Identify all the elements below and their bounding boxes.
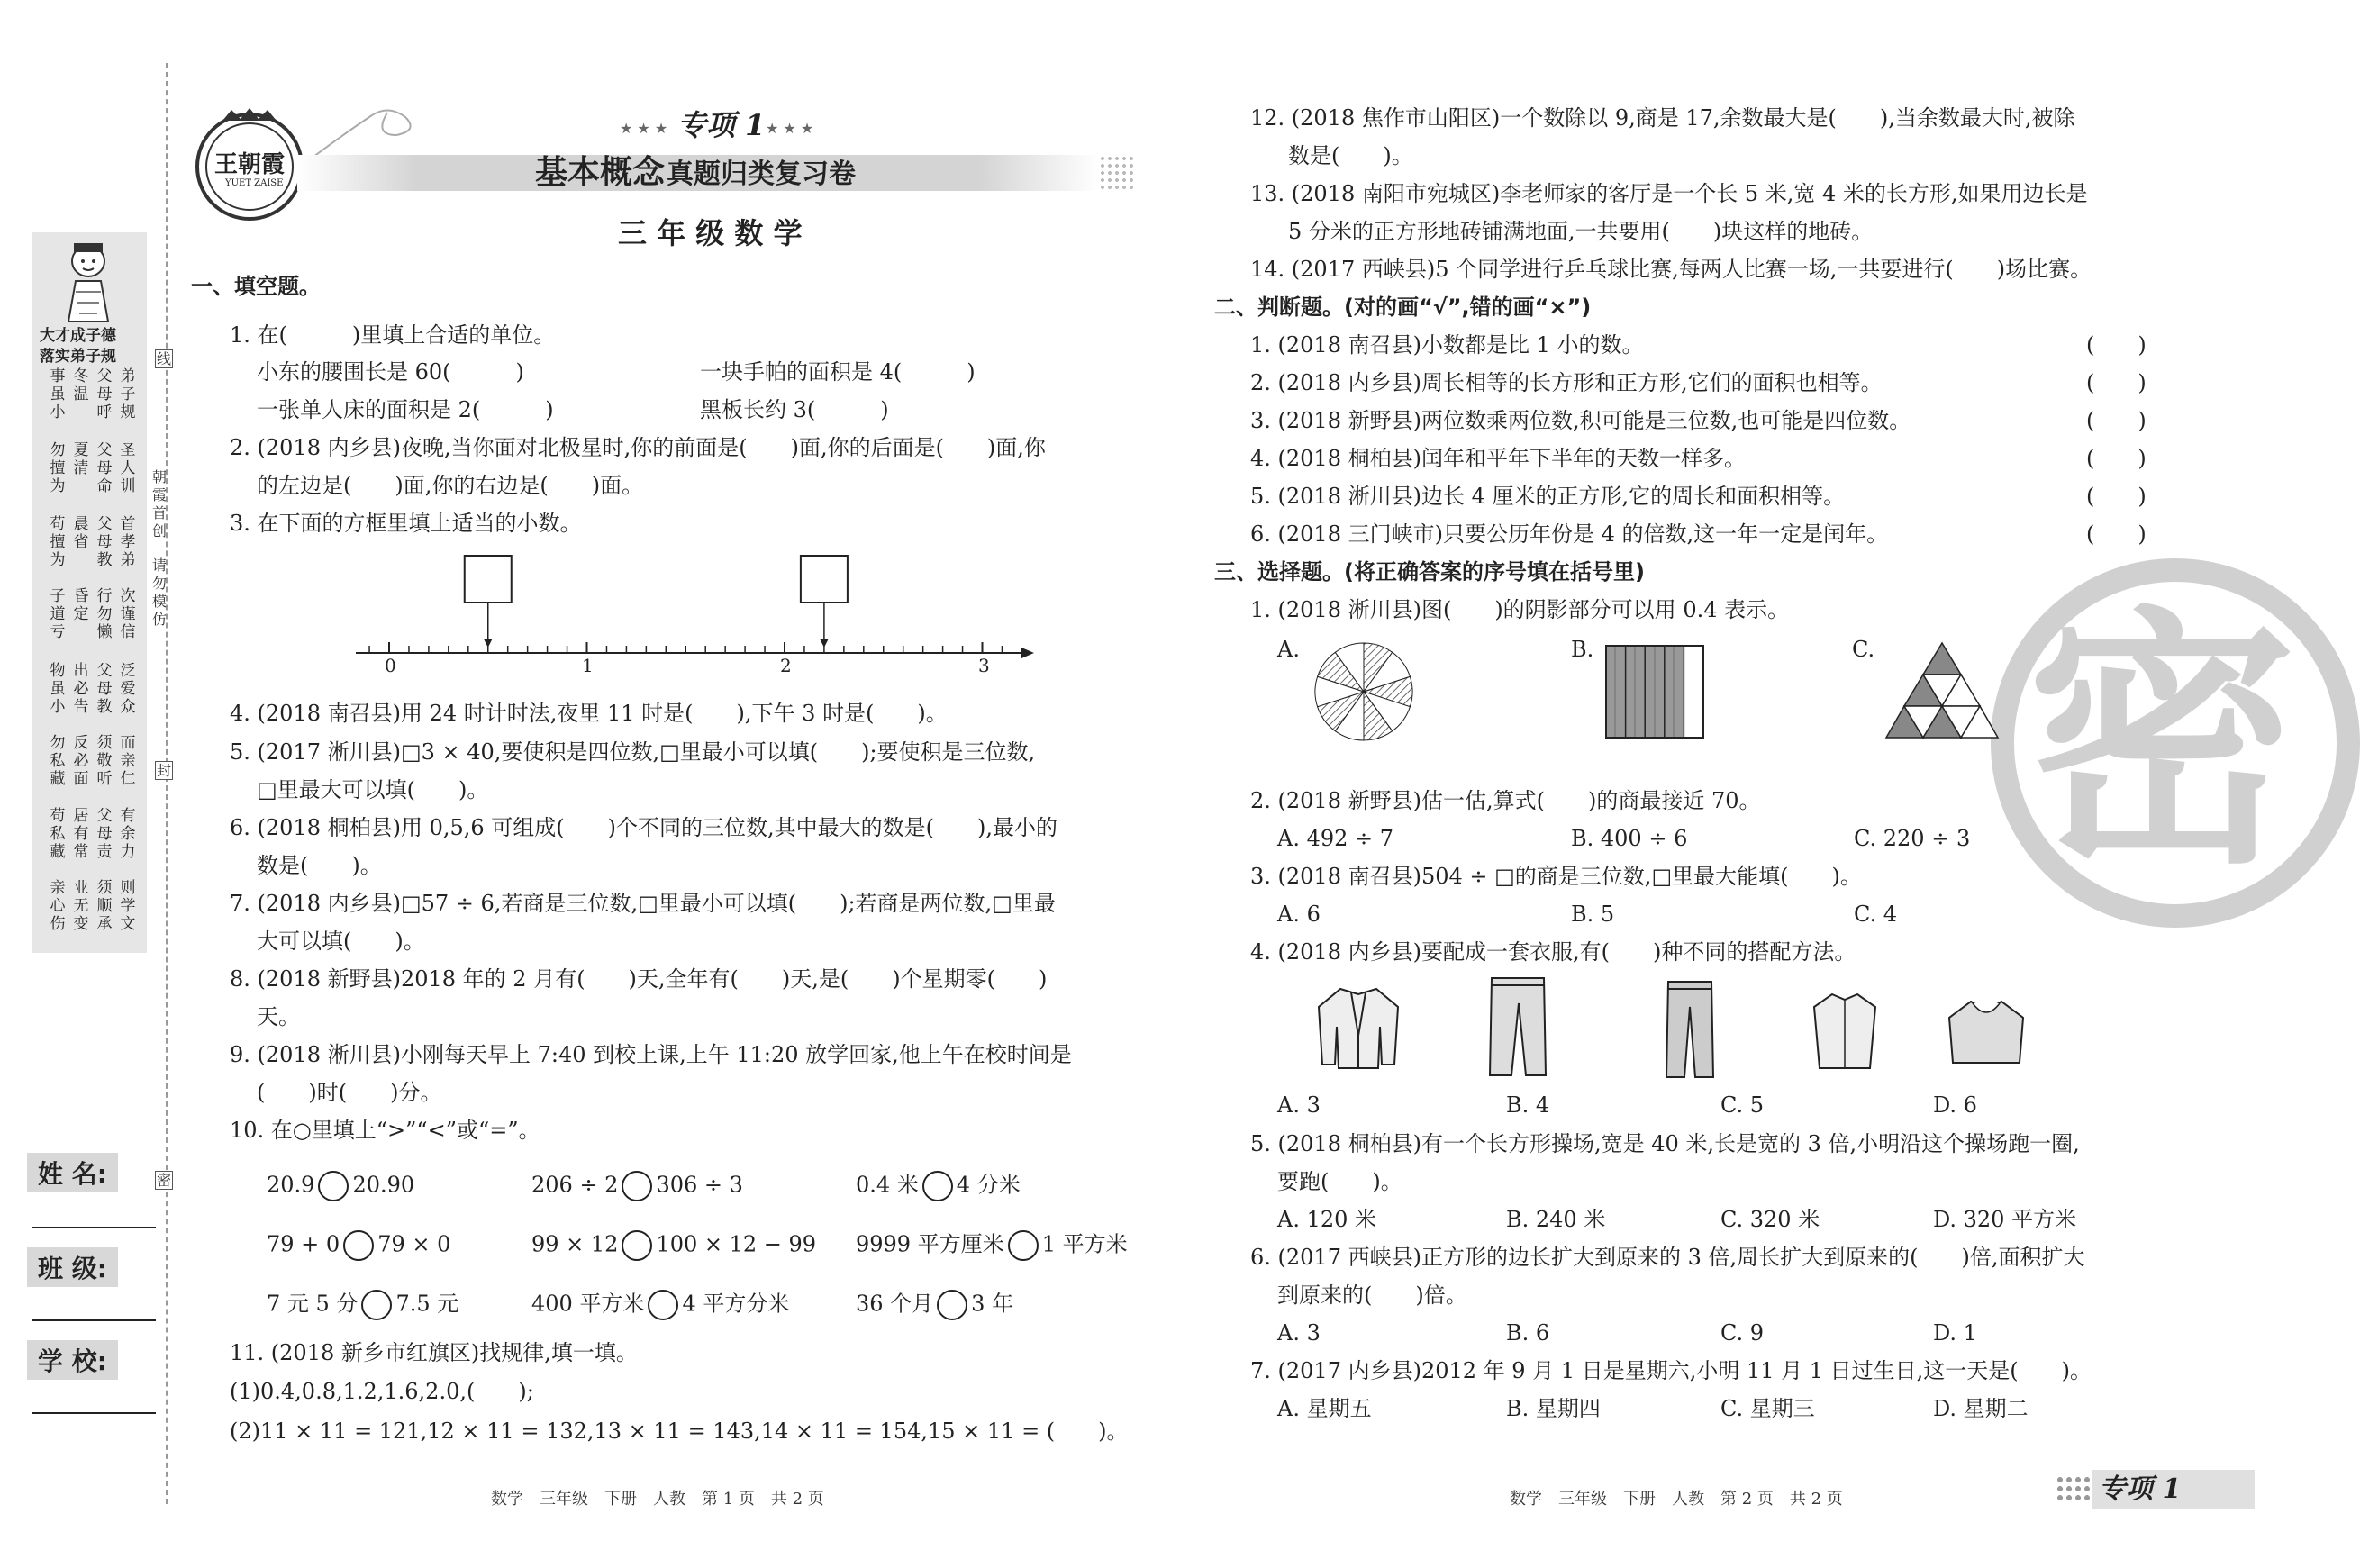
judge-answer[interactable]: ( ): [2086, 521, 2147, 547]
brand-note-1: 朝: [151, 468, 167, 485]
compare-circle[interactable]: [318, 1171, 349, 1201]
q3: 3. 在下面的方框里填上适当的小数。: [230, 511, 582, 536]
motto-col: 物虽小: [50, 662, 66, 716]
corner-dots: [2056, 1475, 2092, 1502]
bar-figure-icon: [1605, 645, 1704, 739]
cmp-left: 9999 平方厘米: [856, 1231, 1004, 1257]
motto-col: 须顺承: [96, 879, 113, 933]
cmp-right: 3 年: [971, 1291, 1014, 1317]
watermark-seal: [1991, 558, 2297, 937]
c5a: 5. (2018 桐柏县)有一个长方形操场,宽是 40 米,长是宽的 3 倍,小明沿这个操场跑一圈,: [1250, 1131, 2080, 1156]
c3: 3. (2018 南召县)504 ÷ □的商是三位数,□里最大能填( )。: [1250, 864, 1862, 889]
motto-col: 子道亏: [50, 587, 66, 641]
arrow-right-icon: [1021, 648, 1034, 658]
motto-col: 弟子规: [120, 367, 136, 421]
brand-note-2: 霞: [151, 486, 167, 503]
q1c: 一张单人床的面积是 2( ): [257, 397, 554, 422]
cmp-right: 7.5 元: [395, 1291, 459, 1317]
cmp-right: 4 平方分米: [682, 1291, 790, 1317]
cmp-left: 20.9: [267, 1172, 315, 1198]
judge-item: 6. (2018 三门峡市)只要公历年份是 4 的倍数,这一年一定是闰年。: [1250, 521, 1889, 547]
q2a: 2. (2018 内乡县)夜晚,当你面对北极星时,你的前面是( )面,你的后面是( )面,你: [230, 435, 1046, 460]
logo-text: 王朝霞: [214, 151, 286, 178]
cmp-right: 306 ÷ 3: [656, 1172, 743, 1198]
c2-opt-a[interactable]: A. 492 ÷ 7: [1277, 826, 1394, 851]
q10: 10. 在○里填上“>”“<”或“=”。: [230, 1118, 540, 1143]
class-field[interactable]: [32, 1319, 156, 1321]
pants-icon: [1486, 976, 1549, 1077]
c4-opt-d[interactable]: D. 6: [1933, 1092, 1977, 1118]
footer-right: 数学 三年级 下册 人教 第 2 页 共 2 页: [1510, 1490, 1843, 1509]
judge-item: 4. (2018 桐柏县)闰年和平年下半年的天数一样多。: [1250, 446, 1746, 471]
title-band-dots: [1099, 155, 1135, 191]
cmp-item: [856, 1290, 1013, 1320]
c5-opt-b[interactable]: B. 240 米: [1506, 1207, 1606, 1232]
motto-col: 冬温: [73, 367, 89, 403]
cmp-item: [856, 1230, 1128, 1261]
tick-label-0: 0: [385, 655, 396, 676]
c7: 7. (2017 内乡县)2012 年 9 月 1 日是星期六,小明 11 月 1 日过生日,这一天是( )。: [1250, 1358, 2092, 1383]
motto-col: 则学文: [120, 879, 136, 933]
compare-circle[interactable]: [343, 1230, 374, 1261]
c5-opt-c[interactable]: C. 320 米: [1720, 1207, 1820, 1232]
judge-answer[interactable]: ( ): [2086, 408, 2147, 433]
c2: 2. (2018 新野县)估一估,算式( )的商最接近 70。: [1250, 788, 1761, 813]
section-fill-blank: 一、填空题。: [191, 274, 321, 299]
motto-col: 晨省: [73, 515, 89, 551]
c4-opt-a[interactable]: A. 3: [1277, 1092, 1321, 1118]
cmp-right: 79 × 0: [377, 1231, 451, 1257]
motto-col: 苟私藏: [50, 807, 66, 861]
compare-circle[interactable]: [648, 1290, 678, 1320]
compare-circle[interactable]: [1008, 1230, 1039, 1261]
motto-col: 行勿懒: [96, 587, 113, 641]
c4-opt-b[interactable]: B. 4: [1506, 1092, 1550, 1118]
section-choice: 三、选择题。(将正确答案的序号填在括号里): [1214, 559, 1645, 585]
binding-dashed-line: [166, 63, 168, 1504]
c6-opt-b[interactable]: B. 6: [1506, 1320, 1550, 1346]
c3-opt-a[interactable]: A. 6: [1277, 902, 1321, 927]
judge-answer[interactable]: ( ): [2086, 446, 2147, 471]
q4: 4. (2018 南召县)用 24 时计时法,夜里 11 时是( ),下午 3 时是( )。: [230, 701, 948, 726]
judge-item: 5. (2018 淅川县)边长 4 厘米的正方形,它的周长和面积相等。: [1250, 484, 1846, 509]
c3-opt-c[interactable]: C. 4: [1854, 902, 1898, 927]
tick-label-3: 3: [978, 655, 990, 676]
motto-col: 父母呼: [96, 367, 113, 421]
motto-col: 勿私藏: [50, 734, 66, 788]
motto-col: 业无变: [73, 879, 89, 933]
q1b: 一块手帕的面积是 4( ): [700, 359, 976, 385]
motto-col: 夏清: [73, 441, 89, 477]
c6-opt-c[interactable]: C. 9: [1720, 1320, 1765, 1346]
sidebar-motto-1: 大才成子德: [40, 327, 116, 345]
motto-col: 反必面: [73, 734, 89, 788]
copy-note-3: 模: [151, 593, 167, 610]
motto-col: 须敬听: [96, 734, 113, 788]
judge-item: 3. (2018 新野县)两位数乘两位数,积可能是三位数,也可能是四位数。: [1250, 408, 1911, 433]
cmp-item: [267, 1290, 458, 1320]
q13a: 13. (2018 南阳市宛城区)李老师家的客厅是一个长 5 米,宽 4 米的长方形,如果用边长是: [1250, 181, 2088, 206]
sidebar-motto-2: 落实弟子规: [40, 348, 116, 366]
motto-col: 苟擅为: [50, 515, 66, 569]
c6b: 到原来的( )倍。: [1277, 1282, 1467, 1308]
q8b: 天。: [257, 1004, 300, 1029]
q11b: (2)11 × 11 = 121,12 × 11 = 132,13 × 11 = 143,14 × 11 = 154,15 × 11 = ( )。: [230, 1418, 1129, 1444]
q9b: ( )时( )分。: [257, 1080, 442, 1105]
compare-circle[interactable]: [361, 1290, 392, 1320]
judge-answer[interactable]: ( ): [2086, 484, 2147, 509]
q2b: 的左边是( )面,你的右边是( )面。: [257, 473, 644, 498]
motto-col: 父母教: [96, 662, 113, 716]
cmp-item: [531, 1230, 816, 1261]
c5-opt-d[interactable]: D. 320 平方米: [1933, 1207, 2077, 1232]
motto-col: 亲心伤: [50, 879, 66, 933]
q5b: □里最大可以填( )。: [257, 777, 489, 802]
q11a: (1)0.4,0.8,1.2,1.6,2.0,( );: [230, 1379, 534, 1404]
c1-opt-c[interactable]: C.: [1852, 637, 1875, 662]
motto-col: 圣人训: [120, 441, 136, 495]
q11: 11. (2018 新乡市红旗区)找规律,填一填。: [230, 1340, 638, 1365]
q7b: 大可以填( )。: [257, 929, 425, 954]
q12a: 12. (2018 焦作市山阳区)一个数除以 9,商是 17,余数最大是( ),当余数最大时,被除: [1250, 105, 2075, 131]
c3-opt-b[interactable]: B. 5: [1571, 902, 1615, 927]
cmp-right: 1 平方米: [1041, 1231, 1128, 1257]
q5a: 5. (2017 淅川县)□3 × 40,要使积是四位数,□里最小可以填( );要使积是三位数,: [230, 739, 1036, 765]
cmp-left: 206 ÷ 2: [531, 1172, 619, 1198]
q6a: 6. (2018 桐柏县)用 0,5,6 可组成( )个不同的三位数,其中最大的数是( ),最小的: [230, 815, 1057, 840]
c5-opt-a[interactable]: A. 120 米: [1277, 1207, 1377, 1232]
triangle-figure-icon: [1884, 641, 2000, 742]
q1a: 小东的腰围长是 60( ): [257, 359, 524, 385]
answer-box[interactable]: [801, 556, 848, 603]
motto-col: 父母责: [96, 807, 113, 861]
motto-col: 父母命: [96, 441, 113, 495]
school-field[interactable]: [32, 1412, 156, 1414]
motto-col: 昏定: [73, 587, 89, 623]
cmp-item: [267, 1230, 450, 1261]
c7-opt-c[interactable]: C. 星期三: [1720, 1396, 1815, 1421]
motto-col: 次谨信: [120, 587, 136, 641]
motto-col: 而亲仁: [120, 734, 136, 788]
cmp-right: 4 分米: [956, 1172, 1021, 1198]
motto-col: 勿擅为: [50, 441, 66, 495]
c7-opt-d[interactable]: D. 星期二: [1933, 1396, 2029, 1421]
judge-item: 1. (2018 南召县)小数都是比 1 小的数。: [1250, 332, 1644, 358]
page-title-bold: 基本概念: [535, 154, 666, 191]
c2-opt-b[interactable]: B. 400 ÷ 6: [1571, 826, 1688, 851]
q7a: 7. (2018 内乡县)□57 ÷ 6,若商是三位数,□里最小可以填( );若商是两位数,□里最: [230, 891, 1056, 916]
cmp-item: [856, 1171, 1021, 1201]
pie-figure-icon: [1313, 641, 1414, 742]
number-line: [351, 554, 1036, 680]
judge-item: 2. (2018 内乡县)周长相等的长方形和正方形,它们的面积也相等。: [1250, 370, 1883, 395]
trousers-icon: [1665, 980, 1715, 1079]
q1: 1. 在( )里填上合适的单位。: [230, 322, 556, 348]
cmp-left: 0.4 米: [856, 1172, 919, 1198]
seal-mark-xian: 线: [156, 350, 171, 367]
motto-col: 事虽小: [50, 367, 66, 421]
motto-col: 首孝弟: [120, 515, 136, 569]
c7-opt-a[interactable]: A. 星期五: [1277, 1396, 1372, 1421]
name-field[interactable]: [32, 1227, 156, 1228]
shirt-icon: [1811, 991, 1879, 1072]
c6-opt-a[interactable]: A. 3: [1277, 1320, 1321, 1346]
c4-opt-c[interactable]: C. 5: [1720, 1092, 1765, 1118]
cmp-item: [531, 1171, 743, 1201]
scholar-figure-icon: [43, 236, 133, 326]
q13b: 5 分米的正方形地砖铺满地面,一共要用( )块这样的地砖。: [1288, 219, 1874, 244]
answer-box[interactable]: [465, 556, 512, 603]
header-badge: 专项 1: [677, 108, 766, 142]
brand-note-4: 创: [151, 522, 167, 539]
q14: 14. (2017 西峡县)5 个同学进行乒乓球比赛,每两人比赛一场,一共要进行( )场比赛。: [1250, 257, 2092, 282]
cmp-left: 99 × 12: [531, 1231, 619, 1257]
compare-circle[interactable]: [622, 1230, 652, 1261]
q6b: 数是( )。: [257, 853, 382, 878]
q12b: 数是( )。: [1288, 143, 1413, 168]
motto-col: 父母教: [96, 515, 113, 569]
jacket-icon: [1313, 982, 1403, 1072]
cmp-right: 20.90: [352, 1172, 415, 1198]
c2-opt-c[interactable]: C. 220 ÷ 3: [1854, 826, 1971, 851]
cmp-right: 100 × 12 − 99: [656, 1231, 817, 1257]
school-label: 学 校:: [27, 1340, 118, 1380]
cmp-left: 36 个月: [856, 1291, 934, 1317]
arrow-down-icon: [820, 639, 829, 648]
q1d: 黑板长约 3( ): [700, 397, 889, 422]
motto-col: 居有常: [73, 807, 89, 861]
motto-col: 泛爱众: [120, 662, 136, 716]
tick-label-1: 1: [582, 655, 594, 676]
section-judge: 二、判断题。(对的画“√”,错的画“×”): [1214, 295, 1592, 320]
q8a: 8. (2018 新野县)2018 年的 2 月有( )天,全年有( )天,是( )个星期零( ): [230, 966, 1048, 992]
cmp-left: 400 平方米: [531, 1291, 645, 1317]
copy-note-1: 请: [151, 557, 167, 574]
judge-answer[interactable]: ( ): [2086, 332, 2147, 358]
sweater-icon: [1946, 996, 2027, 1068]
watermark-char: 密: [2027, 585, 2297, 900]
stars-left: ★ ★ ★: [620, 120, 668, 137]
arrow-down-icon: [484, 639, 493, 648]
seal-mark-feng: 封: [156, 762, 171, 779]
seal-mark-mi: 密: [156, 1172, 171, 1189]
c4: 4. (2018 内乡县)要配成一套衣服,有( )种不同的搭配方法。: [1250, 939, 1856, 965]
cmp-left: 79 + 0: [267, 1231, 340, 1257]
cmp-item: [267, 1171, 414, 1201]
stars-right: ★ ★ ★: [766, 120, 814, 137]
compare-circle[interactable]: [937, 1290, 967, 1320]
tick-label-2: 2: [780, 655, 792, 676]
c1-opt-a[interactable]: A.: [1277, 637, 1300, 662]
name-label: 姓 名:: [27, 1153, 118, 1192]
c1: 1. (2018 淅川县)图( )的阴影部分可以用 0.4 表示。: [1250, 597, 1790, 622]
copy-note-2: 勿: [151, 575, 167, 592]
compare-circle[interactable]: [622, 1171, 652, 1201]
compare-circle[interactable]: [922, 1171, 953, 1201]
logo-subtext: YUET ZAISE: [225, 178, 284, 188]
page-title: 真题归类复习卷: [667, 159, 856, 190]
q9a: 9. (2018 淅川县)小刚每天早上 7:40 到校上课,上午 11:20 放学回家,他上午在校时间是: [230, 1042, 1072, 1067]
copy-note-4: 仿: [151, 611, 167, 628]
c6a: 6. (2017 西峡县)正方形的边长扩大到原来的 3 倍,周长扩大到原来的( )倍,面积扩大: [1250, 1245, 2085, 1270]
footer-left: 数学 三年级 下册 人教 第 1 页 共 2 页: [491, 1490, 824, 1509]
motto-col: 有余力: [120, 807, 136, 861]
brand-note-3: 首: [151, 504, 167, 521]
cmp-item: [531, 1290, 789, 1320]
motto-col: 出必告: [73, 662, 89, 716]
cmp-left: 7 元 5 分: [267, 1291, 359, 1317]
c7-opt-b[interactable]: B. 星期四: [1506, 1396, 1601, 1421]
corner-badge: 专项 1: [2099, 1473, 2182, 1505]
c5b: 要跑( )。: [1277, 1169, 1402, 1194]
c1-opt-b[interactable]: B.: [1571, 637, 1594, 662]
c6-opt-d[interactable]: D. 1: [1933, 1320, 1977, 1346]
page-subtitle: 三 年 级 数 学: [618, 216, 803, 250]
judge-answer[interactable]: ( ): [2086, 370, 2147, 395]
class-label: 班 级:: [27, 1247, 118, 1287]
